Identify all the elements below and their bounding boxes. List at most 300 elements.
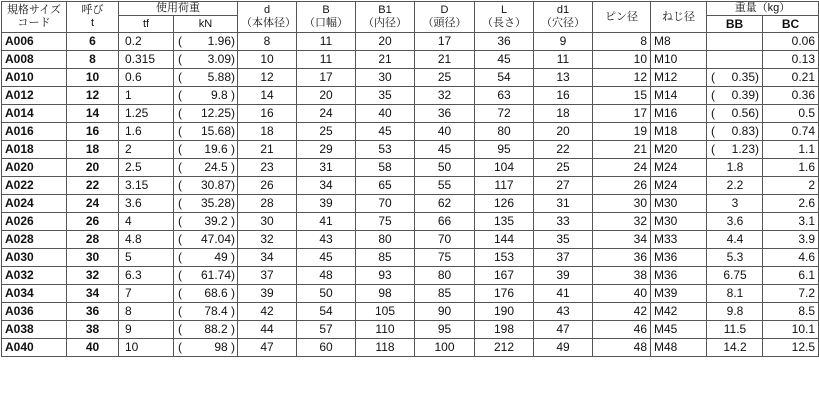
cell-nominal: 36 <box>67 303 119 321</box>
cell-d1: 13 <box>534 69 593 87</box>
cell-thread: M24 <box>651 159 707 177</box>
cell-nominal: 24 <box>67 195 119 213</box>
open-paren: ( <box>178 88 182 102</box>
cell-weight-bc: 2 <box>763 177 819 195</box>
cell-b1: 105 <box>356 303 415 321</box>
cell-l: 63 <box>475 87 534 105</box>
cell-b: 50 <box>297 285 356 303</box>
cell-nominal: 40 <box>67 339 119 357</box>
cell-weight-bb-value: 14.2 <box>723 340 747 354</box>
cell-l: 80 <box>475 123 534 141</box>
cell-load-kn <box>174 141 238 159</box>
cell-weight-bc: 3.9 <box>763 231 819 249</box>
cell-nominal: 30 <box>67 249 119 267</box>
cell-pin: 24 <box>593 159 651 177</box>
cell-l: 212 <box>475 339 534 357</box>
cell-d: 12 <box>238 69 297 87</box>
cell-weight-bb <box>707 303 763 321</box>
open-paren: ( <box>178 178 182 192</box>
cell-weight-bb <box>707 33 763 51</box>
cell-load-tf: 1.25 <box>119 105 174 123</box>
cell-d: 39 <box>238 285 297 303</box>
cell-b1: 21 <box>356 51 415 69</box>
cell-l: 54 <box>475 69 534 87</box>
cell-nominal: 18 <box>67 141 119 159</box>
cell-nominal: 26 <box>67 213 119 231</box>
open-paren: ( <box>178 52 182 66</box>
cell-d: 34 <box>238 249 297 267</box>
cell-b: 43 <box>297 231 356 249</box>
cell-code: A016 <box>2 123 67 141</box>
cell-b1: 98 <box>356 285 415 303</box>
cell-thread: M8 <box>651 33 707 51</box>
header-l-line2: （長さ） <box>482 17 526 29</box>
cell-d1: 11 <box>534 51 593 69</box>
cell-thread: M10 <box>651 51 707 69</box>
cell-weight-bb <box>707 285 763 303</box>
table-body <box>2 33 819 357</box>
cell-pin: 26 <box>593 177 651 195</box>
cell-d1: 9 <box>534 33 593 51</box>
open-paren: ( <box>178 268 182 282</box>
cell-pin: 17 <box>593 105 651 123</box>
open-paren: ( <box>178 232 182 246</box>
header-dd <box>415 2 475 33</box>
cell-code: A014 <box>2 105 67 123</box>
cell-code: A024 <box>2 195 67 213</box>
open-paren: ( <box>711 70 715 84</box>
cell-d: 10 <box>238 51 297 69</box>
cell-b1: 30 <box>356 69 415 87</box>
cell-weight-bb <box>707 195 763 213</box>
cell-weight-bc: 8.5 <box>763 303 819 321</box>
cell-d: 21 <box>238 141 297 159</box>
open-paren: ( <box>178 70 182 84</box>
cell-code: A022 <box>2 177 67 195</box>
cell-load-kn-value: 1.96) <box>207 34 235 48</box>
cell-weight-bc: 0.74 <box>763 123 819 141</box>
header-dd-line1: D <box>440 4 449 16</box>
cell-nominal: 14 <box>67 105 119 123</box>
cell-pin: 36 <box>593 249 651 267</box>
cell-nominal: 6 <box>67 33 119 51</box>
cell-weight-bb-value: 0.39) <box>731 88 759 102</box>
cell-pin: 30 <box>593 195 651 213</box>
cell-thread: M45 <box>651 321 707 339</box>
cell-load-kn-value: 12.25) <box>200 106 235 120</box>
cell-load-tf: 0.2 <box>119 33 174 51</box>
table-row <box>2 321 819 339</box>
cell-l: 36 <box>475 33 534 51</box>
cell-thread: M36 <box>651 267 707 285</box>
cell-load-tf: 9 <box>119 321 174 339</box>
cell-load-kn-value: 5.88) <box>207 70 235 84</box>
cell-thread: M39 <box>651 285 707 303</box>
cell-thread: M14 <box>651 87 707 105</box>
cell-l: 198 <box>475 321 534 339</box>
cell-dd: 70 <box>415 231 475 249</box>
header-d <box>238 2 297 33</box>
cell-code: A018 <box>2 141 67 159</box>
cell-load-tf: 4 <box>119 213 174 231</box>
cell-b1: 40 <box>356 105 415 123</box>
cell-b: 31 <box>297 159 356 177</box>
cell-weight-bc: 0.36 <box>763 87 819 105</box>
cell-weight-bc: 0.06 <box>763 33 819 51</box>
header-b1-line2: （内径） <box>363 17 407 29</box>
cell-weight-bc: 0.5 <box>763 105 819 123</box>
cell-weight-bc: 1.6 <box>763 159 819 177</box>
cell-code: A026 <box>2 213 67 231</box>
open-paren: ( <box>178 34 182 48</box>
cell-b1: 35 <box>356 87 415 105</box>
cell-nominal: 16 <box>67 123 119 141</box>
cell-d: 30 <box>238 213 297 231</box>
table-row <box>2 69 819 87</box>
cell-weight-bb <box>707 321 763 339</box>
header-load-kn: kN <box>174 16 238 33</box>
cell-load-tf: 0.315 <box>119 51 174 69</box>
cell-pin: 32 <box>593 213 651 231</box>
table-row <box>2 123 819 141</box>
cell-thread: M36 <box>651 249 707 267</box>
cell-b: 11 <box>297 51 356 69</box>
header-l <box>475 2 534 33</box>
open-paren: ( <box>178 124 182 138</box>
cell-nominal: 12 <box>67 87 119 105</box>
cell-nominal: 34 <box>67 285 119 303</box>
cell-b: 29 <box>297 141 356 159</box>
cell-weight-bc: 3.1 <box>763 213 819 231</box>
cell-pin: 19 <box>593 123 651 141</box>
cell-thread: M24 <box>651 177 707 195</box>
header-b1-line1: B1 <box>378 4 392 16</box>
cell-l: 45 <box>475 51 534 69</box>
cell-b1: 45 <box>356 123 415 141</box>
cell-d: 26 <box>238 177 297 195</box>
cell-d: 14 <box>238 87 297 105</box>
header-nominal <box>67 2 119 33</box>
cell-b1: 65 <box>356 177 415 195</box>
cell-nominal: 10 <box>67 69 119 87</box>
cell-weight-bb-value: 8.1 <box>726 286 744 300</box>
cell-weight-bb <box>707 105 763 123</box>
cell-weight-bc: 7.2 <box>763 285 819 303</box>
cell-weight-bc: 6.1 <box>763 267 819 285</box>
cell-b: 54 <box>297 303 356 321</box>
header-b <box>297 2 356 33</box>
cell-weight-bb <box>707 177 763 195</box>
cell-load-kn <box>174 321 238 339</box>
cell-weight-bb <box>707 87 763 105</box>
cell-thread: M16 <box>651 105 707 123</box>
cell-weight-bb <box>707 339 763 357</box>
spec-table <box>1 1 819 357</box>
cell-d: 28 <box>238 195 297 213</box>
header-load: 使用荷重 <box>119 2 238 16</box>
cell-d1: 16 <box>534 87 593 105</box>
header-weight-bb: BB <box>707 16 763 33</box>
cell-pin: 40 <box>593 285 651 303</box>
cell-b1: 118 <box>356 339 415 357</box>
cell-dd: 50 <box>415 159 475 177</box>
cell-weight-bc: 1.1 <box>763 141 819 159</box>
cell-load-kn <box>174 69 238 87</box>
open-paren: ( <box>711 142 715 156</box>
cell-weight-bb <box>707 159 763 177</box>
cell-code: A006 <box>2 33 67 51</box>
cell-thread: M18 <box>651 123 707 141</box>
cell-l: 167 <box>475 267 534 285</box>
cell-weight-bb <box>707 51 763 69</box>
cell-nominal: 22 <box>67 177 119 195</box>
cell-dd: 75 <box>415 249 475 267</box>
open-paren: ( <box>178 340 182 354</box>
open-paren: ( <box>711 88 715 102</box>
table-row <box>2 195 819 213</box>
cell-pin: 21 <box>593 141 651 159</box>
open-paren: ( <box>178 196 182 210</box>
cell-pin: 10 <box>593 51 651 69</box>
cell-thread: M12 <box>651 69 707 87</box>
cell-load-tf: 3.15 <box>119 177 174 195</box>
cell-weight-bb-value: 0.83) <box>731 124 759 138</box>
header-code-line2: コード <box>17 17 51 29</box>
cell-weight-bb-value: 9.8 <box>726 304 744 318</box>
cell-b: 41 <box>297 213 356 231</box>
cell-nominal: 20 <box>67 159 119 177</box>
cell-d: 23 <box>238 159 297 177</box>
cell-d1: 49 <box>534 339 593 357</box>
cell-load-kn-value: 47.04) <box>200 232 235 246</box>
header-d-line2: （本体径） <box>241 17 296 29</box>
cell-d1: 25 <box>534 159 593 177</box>
cell-weight-bb-value: 3.6 <box>726 214 744 228</box>
cell-load-kn-value: 68.6 ) <box>204 286 235 300</box>
cell-load-kn <box>174 177 238 195</box>
cell-d: 8 <box>238 33 297 51</box>
cell-d1: 35 <box>534 231 593 249</box>
cell-d1: 41 <box>534 285 593 303</box>
cell-nominal: 38 <box>67 321 119 339</box>
cell-weight-bb-value: 0.56) <box>731 106 759 120</box>
cell-weight-bc: 10.1 <box>763 321 819 339</box>
cell-pin: 42 <box>593 303 651 321</box>
cell-l: 153 <box>475 249 534 267</box>
cell-load-kn-value: 78.4 ) <box>204 304 235 318</box>
cell-load-kn-value: 98 ) <box>214 340 235 354</box>
open-paren: ( <box>178 160 182 174</box>
cell-b: 57 <box>297 321 356 339</box>
cell-b: 11 <box>297 33 356 51</box>
header-d1 <box>534 2 593 33</box>
cell-load-kn <box>174 105 238 123</box>
cell-load-kn <box>174 285 238 303</box>
cell-load-kn <box>174 51 238 69</box>
cell-d1: 27 <box>534 177 593 195</box>
cell-d1: 20 <box>534 123 593 141</box>
cell-d1: 39 <box>534 267 593 285</box>
cell-weight-bb-value: 1.8 <box>726 160 744 174</box>
cell-load-tf: 1.6 <box>119 123 174 141</box>
cell-load-kn <box>174 159 238 177</box>
open-paren: ( <box>178 304 182 318</box>
cell-b: 17 <box>297 69 356 87</box>
open-paren: ( <box>178 250 182 264</box>
cell-weight-bb-value: 1.23) <box>731 142 759 156</box>
open-paren: ( <box>711 106 715 120</box>
cell-code: A030 <box>2 249 67 267</box>
cell-l: 126 <box>475 195 534 213</box>
cell-d: 32 <box>238 231 297 249</box>
cell-weight-bc: 4.6 <box>763 249 819 267</box>
cell-load-tf: 7 <box>119 285 174 303</box>
header-d1-line1: d1 <box>556 4 570 16</box>
cell-dd: 66 <box>415 213 475 231</box>
cell-l: 104 <box>475 159 534 177</box>
cell-load-kn-value: 61.74) <box>200 268 235 282</box>
header-nominal-line2: t <box>90 17 95 29</box>
cell-b: 60 <box>297 339 356 357</box>
cell-weight-bb <box>707 231 763 249</box>
cell-d1: 47 <box>534 321 593 339</box>
cell-d1: 18 <box>534 105 593 123</box>
cell-thread: M30 <box>651 213 707 231</box>
cell-dd: 90 <box>415 303 475 321</box>
cell-load-kn-value: 39.2 ) <box>204 214 235 228</box>
cell-load-tf: 10 <box>119 339 174 357</box>
cell-load-kn <box>174 231 238 249</box>
header-thread: ねじ径 <box>651 2 707 33</box>
cell-d: 42 <box>238 303 297 321</box>
cell-load-kn-value: 35.28) <box>200 196 235 210</box>
cell-load-kn <box>174 123 238 141</box>
cell-load-kn <box>174 195 238 213</box>
cell-weight-bb-value: 6.75 <box>723 268 747 282</box>
cell-b1: 80 <box>356 231 415 249</box>
cell-dd: 21 <box>415 51 475 69</box>
table-row <box>2 51 819 69</box>
cell-l: 135 <box>475 213 534 231</box>
header-l-line1: L <box>500 4 508 16</box>
cell-b1: 85 <box>356 249 415 267</box>
table-row <box>2 141 819 159</box>
cell-nominal: 8 <box>67 51 119 69</box>
cell-load-tf: 4.8 <box>119 231 174 249</box>
cell-code: A028 <box>2 231 67 249</box>
header-weight-bc: BC <box>763 16 819 33</box>
cell-code: A020 <box>2 159 67 177</box>
table-row <box>2 231 819 249</box>
cell-b1: 93 <box>356 267 415 285</box>
cell-load-tf: 2 <box>119 141 174 159</box>
table-row <box>2 303 819 321</box>
open-paren: ( <box>178 322 182 336</box>
cell-weight-bb <box>707 249 763 267</box>
cell-load-kn-value: 24.5 ) <box>204 160 235 174</box>
cell-weight-bb <box>707 123 763 141</box>
cell-load-kn <box>174 213 238 231</box>
cell-weight-bb-value: 2.2 <box>726 178 744 192</box>
cell-l: 117 <box>475 177 534 195</box>
header-code-line1: 規格サイズ <box>6 4 62 16</box>
table-header <box>2 2 819 33</box>
cell-dd: 85 <box>415 285 475 303</box>
cell-load-tf: 1 <box>119 87 174 105</box>
cell-b1: 53 <box>356 141 415 159</box>
cell-d1: 33 <box>534 213 593 231</box>
cell-pin: 46 <box>593 321 651 339</box>
open-paren: ( <box>178 286 182 300</box>
cell-dd: 80 <box>415 267 475 285</box>
table-row <box>2 339 819 357</box>
cell-l: 144 <box>475 231 534 249</box>
cell-d: 16 <box>238 105 297 123</box>
cell-code: A010 <box>2 69 67 87</box>
cell-code: A032 <box>2 267 67 285</box>
cell-code: A008 <box>2 51 67 69</box>
header-nominal-line1: 呼び <box>81 4 104 16</box>
cell-dd: 25 <box>415 69 475 87</box>
cell-d: 37 <box>238 267 297 285</box>
cell-load-kn <box>174 267 238 285</box>
cell-load-tf: 6.3 <box>119 267 174 285</box>
cell-d1: 43 <box>534 303 593 321</box>
cell-weight-bb-value: 0.35) <box>731 70 759 84</box>
table-row <box>2 33 819 51</box>
cell-load-kn-value: 19.6 ) <box>204 142 235 156</box>
header-pin: ピン径 <box>593 2 651 33</box>
cell-code: A036 <box>2 303 67 321</box>
cell-load-kn-value: 9.8 ) <box>210 88 235 102</box>
cell-b: 48 <box>297 267 356 285</box>
cell-dd: 36 <box>415 105 475 123</box>
header-b1 <box>356 2 415 33</box>
cell-load-tf: 5 <box>119 249 174 267</box>
table-row <box>2 285 819 303</box>
cell-pin: 15 <box>593 87 651 105</box>
cell-load-kn-value: 88.2 ) <box>204 322 235 336</box>
cell-d1: 22 <box>534 141 593 159</box>
cell-b: 24 <box>297 105 356 123</box>
cell-l: 190 <box>475 303 534 321</box>
table-row <box>2 87 819 105</box>
cell-dd: 45 <box>415 141 475 159</box>
cell-b: 25 <box>297 123 356 141</box>
cell-thread: M42 <box>651 303 707 321</box>
cell-b1: 20 <box>356 33 415 51</box>
cell-weight-bb-value: 5.3 <box>726 250 744 264</box>
cell-b1: 110 <box>356 321 415 339</box>
cell-b: 45 <box>297 249 356 267</box>
cell-l: 176 <box>475 285 534 303</box>
cell-d1: 31 <box>534 195 593 213</box>
cell-weight-bc: 12.5 <box>763 339 819 357</box>
cell-pin: 38 <box>593 267 651 285</box>
table-row <box>2 159 819 177</box>
table-row <box>2 177 819 195</box>
cell-load-kn-value: 49 ) <box>214 250 235 264</box>
header-load-tf: tf <box>119 16 174 33</box>
cell-thread: M30 <box>651 195 707 213</box>
header-d-line1: d <box>263 4 271 16</box>
table-row <box>2 267 819 285</box>
cell-dd: 17 <box>415 33 475 51</box>
cell-code: A038 <box>2 321 67 339</box>
cell-dd: 100 <box>415 339 475 357</box>
cell-b: 39 <box>297 195 356 213</box>
cell-b1: 70 <box>356 195 415 213</box>
